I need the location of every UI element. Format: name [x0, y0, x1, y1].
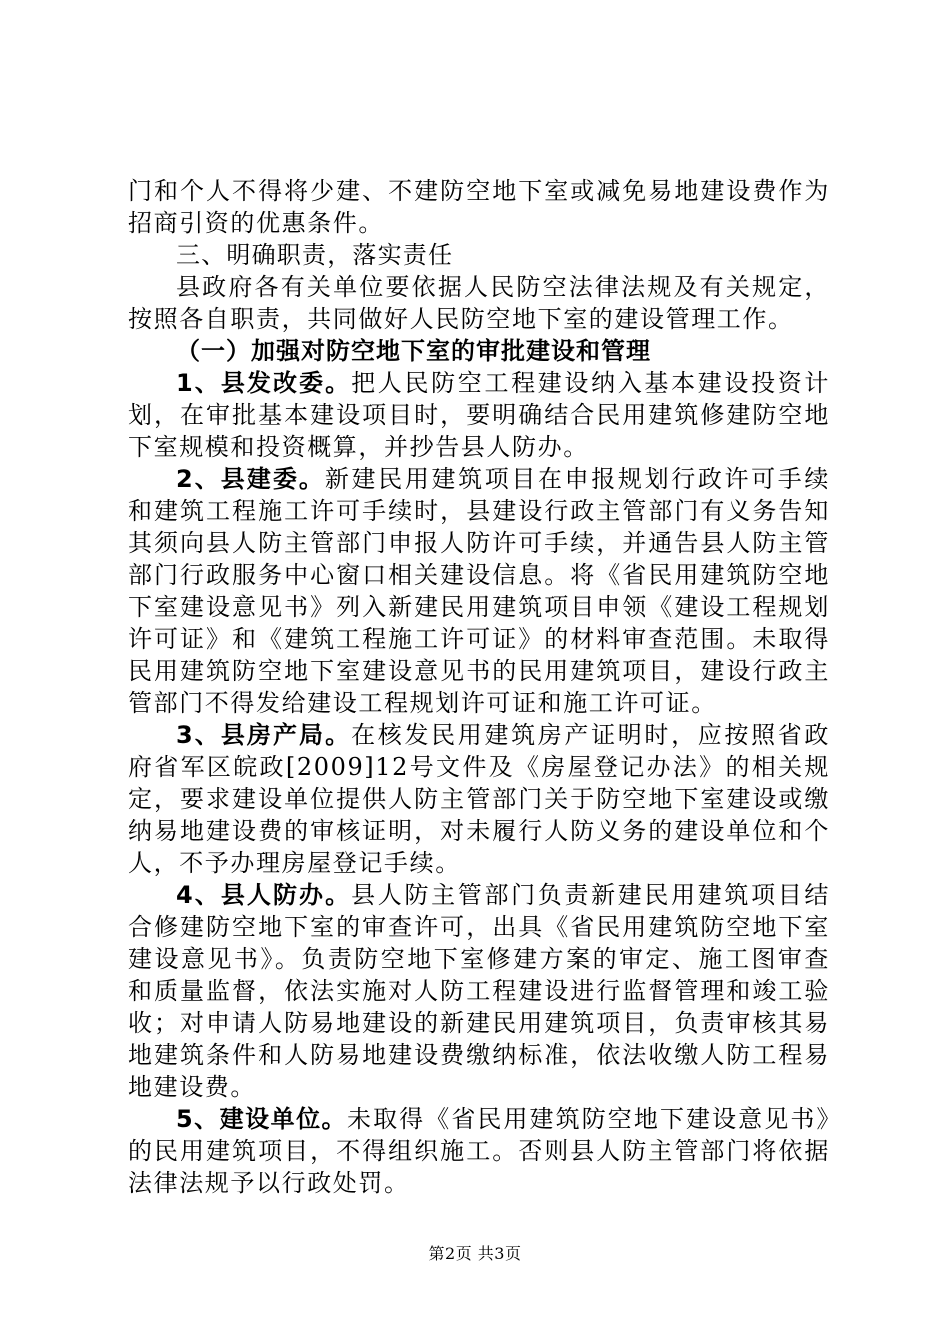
item-text: 县人防主管部门负责新建民用建筑项目结合修建防空地下室的审查许可，出具《省民用建筑防空地下室建设意见书》。负责防空地下室修建方案的审定、施工图审查和质量监督，依法实施对人防工程建设进行监督管理和竣工验收；对申请人防易地建设的新建民用建筑项目，负责审核其易地建筑条件和人防易地建设费缴纳标准，依法收缴人防工程易地建设费。: [128, 881, 830, 1101]
item-text: 未取得《省民用建筑防空地下建设意见书》的民用建筑项目，不得组织施工。否则县人防主管部门将依据法律法规予以行政处罚。: [128, 1105, 830, 1197]
item-development-commission: [128, 367, 830, 463]
item-housing-bureau: [128, 719, 830, 879]
item-lead: 1、县发改委。: [176, 369, 352, 397]
paragraph-intro: [128, 271, 830, 335]
paragraph-text: 门和个人不得将少建、不建防空地下室或减免易地建设费作为招商引资的优惠条件。: [128, 177, 830, 237]
page-number: 第2页 共3页: [428, 1244, 522, 1263]
heading-text: （一）加强对防空地下室的审批建设和管理: [176, 337, 651, 365]
item-text: 把人民防空工程建设纳入基本建设投资计划，在审批基本建设项目时，要明确结合民用建筑修建防空地下室规模和投资概算，并抄告县人防办。: [128, 369, 830, 461]
item-lead: 3、县房产局。: [176, 721, 352, 749]
page-footer: [0, 1244, 950, 1264]
item-construction-unit: [128, 1103, 830, 1199]
item-civil-defense-office: [128, 879, 830, 1103]
paragraph-continuation: [128, 175, 830, 239]
item-lead: 5、建设单位。: [176, 1105, 348, 1133]
heading-text: 三、明确职责，落实责任: [176, 241, 454, 269]
item-lead: 4、县人防办。: [176, 881, 352, 909]
section-heading-3: [128, 239, 830, 271]
item-lead: 2、县建委。: [176, 465, 325, 493]
subsection-heading-1: [128, 335, 830, 367]
item-construction-commission: [128, 463, 830, 719]
document-body: [128, 175, 830, 1199]
item-text: 新建民用建筑项目在申报规划行政许可手续和建筑工程施工许可手续时，县建设行政主管部门有义务告知其须向县人防主管部门申报人防许可手续，并通告县人防主管部门行政服务中心窗口相关建设信息。将《省民用建筑防空地下室建设意见书》列入新建民用建筑项目申领《建设工程规划许可证》和《建筑工程施工许可证》的材料审查范围。未取得民用建筑防空地下室建设意见书的民用建筑项目，建设行政主管部门不得发给建设工程规划许可证和施工许可证。: [128, 465, 830, 717]
item-text: 在核发民用建筑房产证明时，应按照省政府省军区皖政[2009]12号文件及《房屋登记办法》的相关规定，要求建设单位提供人防主管部门关于防空地下室建设或缴纳易地建设费的审核证明，对未履行人防义务的建设单位和个人，不予办理房屋登记手续。: [128, 721, 830, 877]
paragraph-text: 县政府各有关单位要依据人民防空法律法规及有关规定，按照各自职责，共同做好人民防空地下室的建设管理工作。: [128, 273, 830, 333]
